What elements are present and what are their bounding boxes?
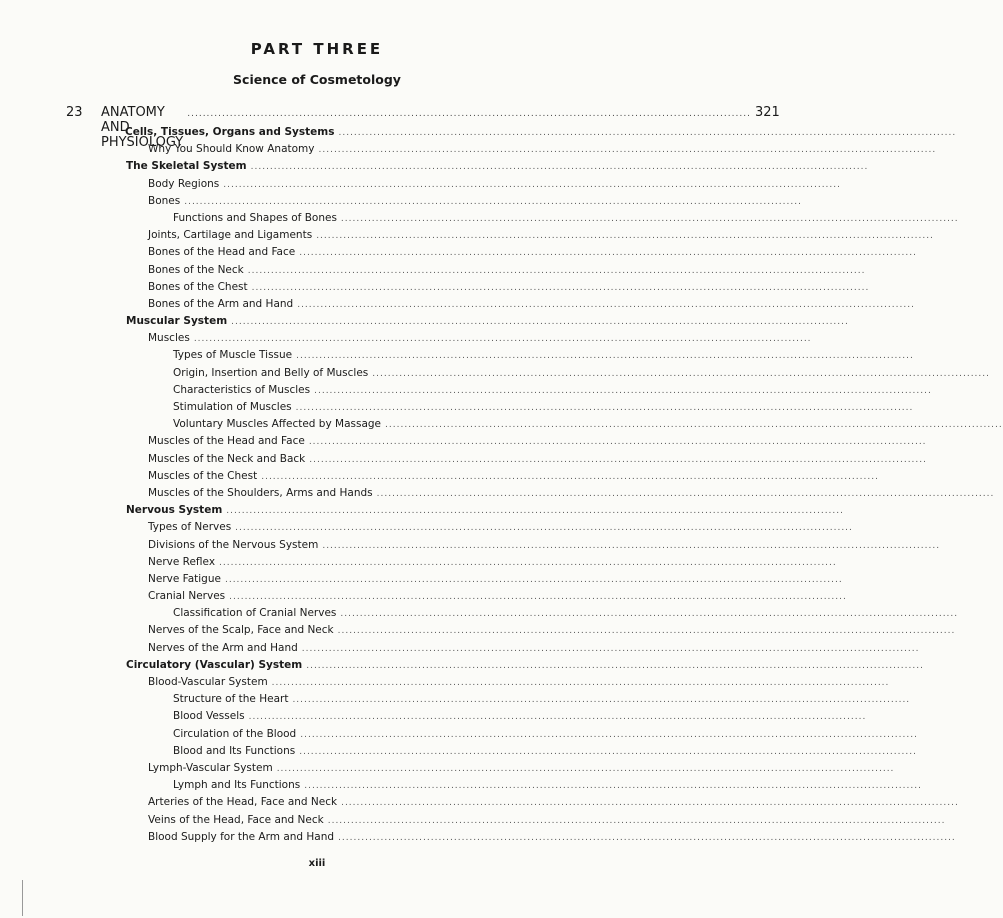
- toc-entry-label: Body Regions: [148, 177, 220, 190]
- dot-leader: ................................................................................................................................................................: [231, 317, 849, 328]
- dot-leader: ................................................................................................................................................................: [304, 781, 922, 792]
- dot-leader: ................................................................................................................................................................: [300, 729, 918, 740]
- scan-edge-line: [22, 880, 23, 916]
- dot-leader: ................................................................................................................................................................: [295, 403, 914, 413]
- dot-leader: ................................................................................................................................................................: [308, 437, 927, 448]
- part-heading: PART THREE: [250, 40, 384, 58]
- toc-entry-label: Classification of Cranial Nerves: [173, 607, 337, 620]
- page-number: xiii: [308, 858, 326, 869]
- toc-entry[interactable]: [148, 538, 941, 556]
- toc-entry[interactable]: [148, 452, 927, 470]
- dot-leader: ................................................................................................................................................................: [340, 609, 959, 620]
- dot-leader: ................................................................................................................................................................: [338, 128, 957, 138]
- toc-entry[interactable]: [148, 177, 841, 195]
- toc-entry-label: Muscles of the Chest: [148, 469, 258, 482]
- toc-entry-label: Nerve Fatigue: [148, 572, 221, 585]
- toc-entry-label: Bones of the Chest: [148, 280, 248, 293]
- toc-entry[interactable]: [173, 693, 911, 710]
- toc-entry-label: Lymph-Vascular System: [148, 761, 273, 774]
- toc-entry-label: Nerves of the Arm and Hand: [148, 641, 298, 654]
- toc-entry[interactable]: [148, 830, 956, 848]
- chapter-number: 23: [66, 105, 83, 120]
- dot-leader: ................................................................................................................................................................: [184, 196, 802, 207]
- toc-entry[interactable]: [173, 383, 932, 401]
- toc-entry-label: The Skeletal System: [126, 160, 247, 173]
- toc-entry-label: Functions and Shapes of Bones: [173, 211, 337, 224]
- toc-entry[interactable]: [148, 813, 946, 831]
- toc-entry[interactable]: [148, 676, 890, 693]
- toc-entry[interactable]: [173, 727, 918, 745]
- dot-leader: ................................................................................................................................................................: [299, 746, 917, 757]
- toc-entry[interactable]: [148, 555, 837, 573]
- dot-leader: ................................................................................................................................................................: [327, 815, 946, 826]
- toc-entry-label: Blood Supply for the Arm and Hand: [148, 830, 335, 843]
- chapter-page: 321: [754, 105, 780, 120]
- toc-entry[interactable]: [148, 521, 853, 538]
- toc-entry[interactable]: [148, 761, 895, 779]
- dot-leader: ................................................................................................................................................................: [248, 712, 867, 723]
- toc-entry[interactable]: [148, 796, 959, 813]
- toc-entry-label: Circulation of the Blood: [173, 727, 297, 740]
- toc-entry[interactable]: [173, 211, 959, 229]
- toc-entry-label: Muscular System: [126, 315, 228, 328]
- toc-entry-label: Nervous System: [126, 504, 223, 517]
- dot-leader: ................................................................................................................................................................: [338, 832, 956, 843]
- toc-entry-label: Muscles of the Shoulders, Arms and Hands: [148, 486, 373, 499]
- dot-leader: ................................................................................................................................................................: [226, 506, 844, 517]
- chapter-title: ANATOMY AND PHYSIOLOGY: [101, 105, 184, 150]
- toc-entry-label: Lymph and Its Functions: [173, 779, 301, 792]
- toc-entry-label: Arteries of the Head, Face and Neck: [148, 796, 338, 809]
- toc-entry[interactable]: [173, 710, 867, 727]
- toc-entry[interactable]: [148, 229, 934, 246]
- part-subtitle: Science of Cosmetology: [233, 72, 401, 87]
- toc-entry-label: Blood-Vascular System: [148, 676, 268, 688]
- toc-entry[interactable]: [126, 504, 844, 521]
- dot-leader: ................................................................................................................................................................: [219, 557, 837, 568]
- dot-leader: ................................................................................................................................................................: [276, 763, 895, 774]
- toc-entry[interactable]: [173, 349, 914, 366]
- toc-entry[interactable]: [126, 315, 849, 332]
- toc-entry-label: Cranial Nerves: [148, 590, 226, 603]
- dot-leader: ................................................................................................................................................................: [301, 643, 920, 654]
- dot-leader: ................................................................................................................................................................: [322, 540, 941, 551]
- toc-entry[interactable]: [173, 744, 917, 762]
- toc-entry[interactable]: [126, 658, 924, 676]
- toc-entry[interactable]: [148, 143, 937, 160]
- toc-entry-label: Types of Nerves: [148, 521, 232, 534]
- toc-entry[interactable]: [125, 126, 957, 143]
- toc-entry-label: Muscles: [148, 332, 190, 345]
- dot-leader: ................................................................................................................................................................: [385, 420, 1003, 431]
- dot-leader: ................................................................................................................................................................: [251, 282, 870, 293]
- toc-entry[interactable]: [148, 297, 915, 315]
- dot-leader: ................................................................................................................................................................: [296, 351, 914, 362]
- toc-entry-label: Joints, Cartilage and Ligaments: [148, 229, 313, 242]
- toc-entry-label: Structure of the Heart: [173, 693, 289, 706]
- dot-leader: ................................................................................................................................................................: [372, 368, 990, 379]
- toc-entry-label: Nerves of the Scalp, Face and Neck: [148, 624, 334, 637]
- dot-leader: ................................................................................................................................................................: [309, 454, 927, 465]
- toc-entry[interactable]: [173, 366, 990, 384]
- toc-entry[interactable]: [148, 590, 847, 607]
- dot-leader: ................................................................................................................................................................: [306, 660, 924, 671]
- toc-entry-label: Voluntary Muscles Affected by Massage: [173, 418, 382, 431]
- toc-entry-label: Characteristics of Muscles: [173, 383, 311, 396]
- toc-entry-label: Types of Muscle Tissue: [173, 349, 293, 362]
- toc-entry[interactable]: [173, 418, 1003, 435]
- toc-entry-label: Divisions of the Nervous System: [148, 538, 319, 551]
- toc-entry-label: Circulatory (Vascular) System: [126, 658, 303, 671]
- dot-leader: ................................................................................................................................................................: [318, 145, 937, 156]
- toc-entry-label: Blood and Its Functions: [173, 744, 296, 757]
- toc-entry-label: Blood Vessels: [173, 710, 245, 723]
- toc-entry-label: Muscles of the Neck and Back: [148, 452, 306, 465]
- toc-entry-label: Bones of the Head and Face: [148, 246, 296, 259]
- toc-entry-label: Origin, Insertion and Belly of Muscles: [173, 366, 369, 379]
- dot-leader: ................................................................................................................................................................: [224, 574, 843, 585]
- toc-entry[interactable]: [148, 263, 866, 281]
- toc-entry[interactable]: [148, 624, 956, 641]
- toc-entry-label: Stimulation of Muscles: [173, 401, 292, 413]
- dot-leader: ................................................................................................................................................................: [247, 265, 866, 276]
- dot-leader: ................................................................................................................................................................: [292, 695, 911, 706]
- dot-leader: ................................................................................................................................................................: [297, 299, 915, 310]
- dot-leader: ................................................................................................................................................................: [337, 626, 956, 637]
- dot-leader: ................................................................................................................................................................: [235, 523, 853, 534]
- toc-entry[interactable]: [148, 435, 927, 452]
- dot-leader: ................................................................................................................................................................: [340, 213, 959, 224]
- toc-entry-label: Muscles of the Head and Face: [148, 435, 305, 448]
- dot-leader: ................................................................................................................................................................: [299, 248, 917, 259]
- toc-entry[interactable]: [148, 246, 917, 263]
- dot-leader: ..................................................................................................................................................: [187, 109, 751, 119]
- toc-entry-label: Nerve Reflex: [148, 555, 216, 568]
- toc-entry[interactable]: [148, 194, 802, 212]
- toc-entry[interactable]: [148, 280, 870, 298]
- toc-entry[interactable]: [173, 779, 922, 796]
- dot-leader: ................................................................................................................................................................: [250, 162, 869, 173]
- toc-list: [0, 126, 1003, 848]
- toc-entry[interactable]: [148, 572, 843, 590]
- dot-leader: ................................................................................................................................................................: [193, 334, 812, 345]
- dot-leader: ................................................................................................................................................................: [341, 798, 959, 809]
- toc-entry-label: Why You Should Know Anatomy: [148, 143, 315, 156]
- toc-entry[interactable]: [148, 486, 995, 504]
- dot-leader: ................................................................................................................................................................: [271, 678, 890, 688]
- dot-leader: ................................................................................................................................................................: [316, 231, 934, 242]
- toc-entry-label: Veins of the Head, Face and Neck: [148, 813, 324, 826]
- dot-leader: ................................................................................................................................................................: [376, 488, 995, 499]
- toc-entry[interactable]: [126, 160, 869, 177]
- toc-entry[interactable]: [173, 401, 914, 418]
- toc-entry[interactable]: [148, 332, 812, 349]
- dot-leader: ................................................................................................................................................................: [314, 385, 932, 396]
- toc-entry-label: Bones of the Neck: [148, 263, 244, 276]
- toc-entry-label: Bones of the Arm and Hand: [148, 297, 294, 310]
- dot-leader: ................................................................................................................................................................: [223, 179, 841, 190]
- toc-entry-label: Bones: [148, 194, 181, 207]
- toc-entry[interactable]: [173, 607, 959, 624]
- dot-leader: ................................................................................................................................................................: [261, 471, 879, 482]
- toc-entry-label: Cells, Tissues, Organs and Systems: [125, 126, 335, 138]
- toc-entry[interactable]: [148, 469, 879, 487]
- dot-leader: ................................................................................................................................................................: [229, 592, 847, 603]
- toc-entry[interactable]: [148, 641, 920, 659]
